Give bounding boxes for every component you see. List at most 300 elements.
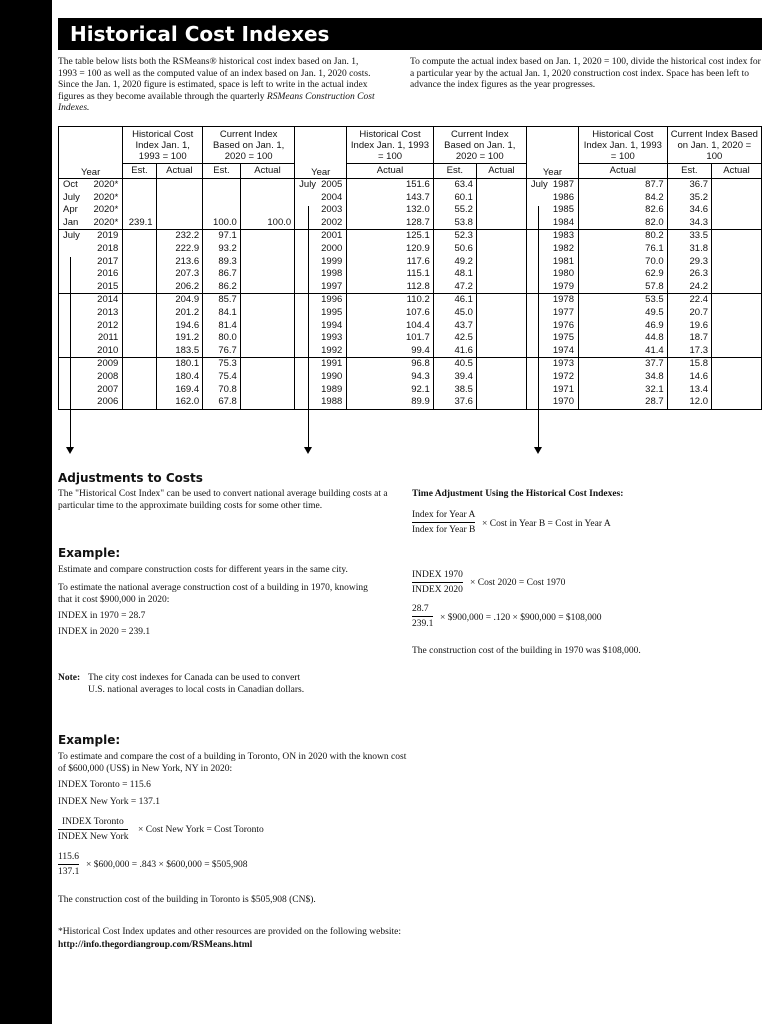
index-cell (156, 217, 203, 230)
formula-rest: × Cost 2020 = Cost 1970 (470, 578, 566, 588)
index-cell (123, 192, 156, 205)
year-cell (526, 371, 578, 384)
index-cell: 36.7 (667, 179, 711, 192)
year-label: 1979 (552, 280, 574, 292)
year-cell (295, 179, 347, 192)
year-arrow-head-3 (534, 447, 542, 454)
example1-line1: Estimate and compare construction costs for different years in the same city. (58, 565, 348, 575)
year-cell (59, 294, 123, 307)
left-margin-bar (0, 0, 52, 1024)
index-cell: 239.1 (123, 217, 156, 230)
year-label: 1972 (552, 370, 574, 382)
col-curr-3: Current Index Based on Jan. 1, 2020 = 100 (667, 127, 761, 164)
index-cell: 128.7 (347, 217, 433, 230)
sub-est: Est. (203, 164, 241, 179)
index-cell: 76.7 (203, 345, 241, 358)
year-cell (526, 307, 578, 320)
year-label: 2002 (321, 216, 343, 228)
index-cell (712, 192, 762, 205)
year-label: 2016 (97, 268, 119, 280)
year-cell (59, 217, 123, 230)
formula-denominator: 239.1 (412, 619, 434, 629)
year-cell (526, 192, 578, 205)
year-label: 2020* (93, 204, 119, 216)
year-label: 2020* (93, 191, 119, 203)
index-cell: 18.7 (667, 332, 711, 345)
index-cell (123, 256, 156, 269)
index-cell: 70.8 (203, 384, 241, 397)
year-cell (526, 332, 578, 345)
year-cell (59, 371, 123, 384)
note-text-1: The city cost indexes for Canada can be used to convert (88, 673, 301, 683)
col-year-2: Year (295, 127, 347, 179)
year-cell (526, 358, 578, 371)
footnote-text: *Historical Cost Index updates and other resources are provided on the following website: (58, 927, 401, 937)
index-cell (712, 358, 762, 371)
index-cell: 33.5 (667, 230, 711, 243)
formula-rest: × Cost in Year B = Cost in Year A (482, 519, 611, 529)
example1-heading: Example: (58, 546, 121, 560)
year-label: 1974 (552, 344, 574, 356)
year-cell (59, 192, 123, 205)
index-cell (712, 371, 762, 384)
index-cell: 37.7 (578, 358, 667, 371)
example2-line1: To estimate and compare the cost of a building in Toronto, ON in 2020 with the known cost of $600,000 (US$) in New York, NY in 2020: (58, 752, 407, 774)
index-cell (203, 179, 241, 192)
col-year-3: Year (526, 127, 578, 179)
year-label: 2019 (97, 230, 119, 242)
index-cell (240, 204, 294, 217)
year-arrow-line-1 (70, 257, 71, 447)
year-cell (295, 345, 347, 358)
table-row (59, 307, 762, 320)
index-cell: 32.1 (578, 384, 667, 397)
index-cell: 49.2 (433, 256, 476, 269)
year-cell (526, 384, 578, 397)
year-cell (526, 179, 578, 192)
year-cell (295, 268, 347, 281)
year-label: 1970 (552, 396, 574, 408)
index-cell (123, 332, 156, 345)
year-cell (526, 230, 578, 243)
index-cell: 28.7 (578, 396, 667, 409)
index-cell: 104.4 (347, 320, 433, 333)
year-label: 1981 (552, 255, 574, 267)
sub-actual: Actual (712, 164, 762, 179)
index-cell: 84.2 (578, 192, 667, 205)
index-cell: 99.4 (347, 345, 433, 358)
year-cell (295, 294, 347, 307)
year-cell (526, 204, 578, 217)
index-cell: 53.8 (433, 217, 476, 230)
year-arrow-head-1 (66, 447, 74, 454)
col-hist-3: Historical Cost Index Jan. 1, 1993 = 100 (578, 127, 667, 164)
index-cell (476, 294, 526, 307)
index-cell (240, 371, 294, 384)
year-cell (526, 320, 578, 333)
note-label (58, 673, 80, 685)
index-cell (240, 281, 294, 294)
index-cell: 37.6 (433, 396, 476, 409)
year-label: 2014 (97, 294, 119, 306)
index-cell: 82.6 (578, 204, 667, 217)
index-cell (240, 345, 294, 358)
year-label: 1989 (321, 383, 343, 395)
year-label: 2004 (321, 191, 343, 203)
year-label: 2012 (97, 319, 119, 331)
index-cell (712, 204, 762, 217)
year-label: 1977 (552, 306, 574, 318)
formula-index-ratio (412, 569, 463, 596)
table-row (59, 256, 762, 269)
year-label: 2006 (97, 396, 119, 408)
col-year-1: Year (59, 127, 123, 179)
index-cell: 80.2 (578, 230, 667, 243)
index-cell: 232.2 (156, 230, 203, 243)
example1-line2: To estimate the national average construction cost of a building in 1970, knowing that it cost $900,000 in 2020: (58, 583, 368, 605)
year-label: 1973 (552, 358, 574, 370)
year-cell (59, 230, 123, 243)
formula-denominator: INDEX 2020 (412, 585, 463, 595)
year-label: 1982 (552, 242, 574, 254)
example2-index-toronto: INDEX Toronto = 115.6 (58, 780, 151, 790)
year-label: 1999 (321, 255, 343, 267)
year-label: 2008 (97, 370, 119, 382)
col-hist-1: Historical Cost Index Jan. 1, 1993 = 100 (123, 127, 203, 164)
index-cell (476, 268, 526, 281)
index-cell: 42.5 (433, 332, 476, 345)
year-label: 1984 (552, 216, 574, 228)
index-cell (476, 358, 526, 371)
year-cell (59, 281, 123, 294)
col-curr-2: Current Index Based on Jan. 1, 2020 = 100 (433, 127, 526, 164)
index-cell: 107.6 (347, 307, 433, 320)
index-cell: 67.8 (203, 396, 241, 409)
index-cell: 26.3 (667, 268, 711, 281)
index-cell: 85.7 (203, 294, 241, 307)
index-cell: 41.6 (433, 345, 476, 358)
year-cell (59, 345, 123, 358)
table-row (59, 268, 762, 281)
year-label: 2010 (97, 344, 119, 356)
sub-actual: Actual (578, 164, 667, 179)
index-cell (240, 396, 294, 409)
year-cell (295, 243, 347, 256)
year-cell (295, 204, 347, 217)
index-cell (476, 192, 526, 205)
index-cell (240, 332, 294, 345)
index-cell: 19.6 (667, 320, 711, 333)
year-arrow-head-2 (304, 447, 312, 454)
index-cell (240, 268, 294, 281)
table-row (59, 384, 762, 397)
index-cell (156, 204, 203, 217)
index-cell: 151.6 (347, 179, 433, 192)
index-cell: 201.2 (156, 307, 203, 320)
index-cell: 62.9 (578, 268, 667, 281)
year-cell (59, 256, 123, 269)
index-cell (476, 332, 526, 345)
month-label: Apr (63, 204, 78, 216)
sub-actual: Actual (476, 164, 526, 179)
formula-city-ratio (58, 816, 128, 843)
table-row (59, 179, 762, 192)
year-label: 2001 (321, 230, 343, 242)
index-cell (712, 230, 762, 243)
year-label: 2003 (321, 204, 343, 216)
index-cell: 38.5 (433, 384, 476, 397)
index-cell: 87.7 (578, 179, 667, 192)
month-label: July (63, 230, 80, 242)
page-title: Historical Cost Indexes (58, 18, 762, 50)
year-cell (295, 256, 347, 269)
index-cell (712, 396, 762, 409)
time-adjustment-heading: Time Adjustment Using the Historical Cost Indexes: (412, 489, 624, 499)
table-row (59, 345, 762, 358)
index-cell (712, 294, 762, 307)
formula-denominator: 137.1 (58, 867, 80, 877)
fraction-bar (58, 864, 79, 865)
example2-result: The construction cost of the building in Toronto is $505,908 (CN$). (58, 895, 316, 905)
index-cell: 24.2 (667, 281, 711, 294)
index-cell: 100.0 (240, 217, 294, 230)
month-label: July (530, 179, 548, 190)
index-cell: 89.3 (203, 256, 241, 269)
year-label: 1975 (552, 332, 574, 344)
intro-left-publication: RSMeans Construction Cost Indexes. (58, 91, 375, 114)
index-cell: 125.1 (347, 230, 433, 243)
year-cell (295, 307, 347, 320)
year-label: 2020* (93, 216, 119, 228)
year-label: 2017 (97, 255, 119, 267)
col-hist-2: Historical Cost Index Jan. 1, 1993 = 100 (347, 127, 433, 164)
formula-numerator: 115.6 (58, 852, 80, 862)
intro-left-text: The table below lists both the RSMeans® historical cost index based on Jan. 1, 1993 = 100 as well as the computed value of an index based on Jan. 1, 2020 costs. Since the Jan. 1, 2020 figure is estimated, space is left to write in the actual index figures as they become available through the quarterly (58, 57, 371, 102)
year-label: 1978 (552, 294, 574, 306)
year-label: 2011 (97, 332, 119, 344)
table-row (59, 320, 762, 333)
index-cell: 84.1 (203, 307, 241, 320)
index-cell (712, 268, 762, 281)
table-body (59, 179, 762, 410)
index-cell: 162.0 (156, 396, 203, 409)
index-cell: 94.3 (347, 371, 433, 384)
index-cell: 117.6 (347, 256, 433, 269)
index-cell (712, 179, 762, 192)
index-cell: 44.8 (578, 332, 667, 345)
adjustments-heading: Adjustments to Costs (58, 471, 203, 485)
index-cell: 35.2 (667, 192, 711, 205)
month-label: July (63, 191, 80, 203)
example1-index-2020: INDEX in 2020 = 239.1 (58, 627, 151, 637)
formula-numerator: 28.7 (412, 604, 429, 614)
index-cell: 96.8 (347, 358, 433, 371)
year-label: 2005 (321, 179, 343, 190)
index-cell: 110.2 (347, 294, 433, 307)
index-cell (712, 384, 762, 397)
index-cell (476, 281, 526, 294)
index-cell: 70.0 (578, 256, 667, 269)
index-cell (712, 256, 762, 269)
index-cell (476, 204, 526, 217)
year-label: 1994 (321, 319, 343, 331)
year-cell (295, 371, 347, 384)
index-cell: 207.3 (156, 268, 203, 281)
index-cell: 22.4 (667, 294, 711, 307)
index-cell: 45.0 (433, 307, 476, 320)
year-cell (295, 332, 347, 345)
index-cell (123, 281, 156, 294)
year-label: 2013 (97, 306, 119, 318)
year-label: 1980 (552, 268, 574, 280)
year-label: 1991 (321, 358, 343, 370)
sub-est: Est. (433, 164, 476, 179)
footnote-link[interactable]: http://info.thegordiangroup.com/RSMeans.html (58, 940, 253, 950)
example1-result: The construction cost of the building in 1970 was $108,000. (412, 646, 641, 656)
intro-right-paragraph: To compute the actual index based on Jan. 1, 2020 = 100, divide the historical cost index for a particular year by the actual Jan. 1, 2020 construction cost index. Space has been left to advance the index figures as the year progresses. (410, 57, 761, 91)
year-cell (295, 358, 347, 371)
fraction-bar (58, 829, 128, 830)
index-cell (712, 332, 762, 345)
index-cell: 132.0 (347, 204, 433, 217)
index-cell: 75.3 (203, 358, 241, 371)
index-cell: 14.6 (667, 371, 711, 384)
year-label: 1985 (552, 204, 574, 216)
year-label: 1971 (552, 383, 574, 395)
year-cell (59, 179, 123, 192)
index-cell (240, 256, 294, 269)
index-cell: 180.4 (156, 371, 203, 384)
table-row (59, 332, 762, 345)
index-cell: 222.9 (156, 243, 203, 256)
year-label: 2000 (321, 242, 343, 254)
index-cell (203, 192, 241, 205)
index-cell (476, 179, 526, 192)
index-cell (476, 371, 526, 384)
year-cell (526, 281, 578, 294)
index-cell (240, 230, 294, 243)
intro-left-paragraph (58, 57, 378, 115)
index-cell (123, 294, 156, 307)
year-cell (59, 396, 123, 409)
index-cell: 50.6 (433, 243, 476, 256)
index-cell (712, 281, 762, 294)
year-label: 1995 (321, 306, 343, 318)
index-cell (123, 358, 156, 371)
index-cell: 89.9 (347, 396, 433, 409)
formula-numeric-ratio (412, 603, 433, 630)
index-cell (123, 243, 156, 256)
index-cell: 206.2 (156, 281, 203, 294)
example2-index-newyork: INDEX New York = 137.1 (58, 797, 160, 807)
year-label: 1997 (321, 280, 343, 292)
index-cell: 97.1 (203, 230, 241, 243)
index-cell: 20.7 (667, 307, 711, 320)
formula-rest: × $600,000 = .843 × $600,000 = $505,908 (86, 860, 248, 870)
index-cell (240, 243, 294, 256)
note-text-2: U.S. national averages to local costs in Canadian dollars. (88, 685, 305, 695)
year-cell (59, 268, 123, 281)
formula-denominator: INDEX New York (58, 832, 129, 842)
fraction-bar (412, 616, 433, 617)
table-row (59, 371, 762, 384)
table-row (59, 281, 762, 294)
index-cell: 46.1 (433, 294, 476, 307)
formula-time-adjustment (412, 509, 475, 536)
index-cell (240, 320, 294, 333)
index-cell: 93.2 (203, 243, 241, 256)
adjustments-text: The "Historical Cost Index" can be used to convert national average building costs at a particular time to the approximate building costs for some other time. (58, 489, 388, 511)
index-cell (123, 371, 156, 384)
year-cell (59, 358, 123, 371)
index-cell: 75.4 (203, 371, 241, 384)
index-cell (240, 294, 294, 307)
index-cell (476, 217, 526, 230)
index-cell: 12.0 (667, 396, 711, 409)
cost-index-table-wrap (58, 126, 762, 410)
index-cell: 101.7 (347, 332, 433, 345)
year-cell (526, 268, 578, 281)
year-cell (295, 384, 347, 397)
year-cell (526, 345, 578, 358)
example1-index-1970: INDEX in 1970 = 28.7 (58, 611, 146, 621)
year-label: 1998 (321, 268, 343, 280)
index-cell (123, 268, 156, 281)
index-cell: 13.4 (667, 384, 711, 397)
col-curr-1: Current Index Based on Jan. 1, 2020 = 100 (203, 127, 295, 164)
index-cell: 86.7 (203, 268, 241, 281)
index-cell: 60.1 (433, 192, 476, 205)
index-cell: 46.9 (578, 320, 667, 333)
year-cell (295, 281, 347, 294)
month-label: July (299, 179, 317, 190)
index-cell (123, 204, 156, 217)
year-cell (526, 396, 578, 409)
month-label: Jan (63, 216, 79, 228)
year-label: 2015 (97, 280, 119, 292)
index-cell (476, 307, 526, 320)
index-cell (712, 307, 762, 320)
year-cell (526, 217, 578, 230)
year-label: 1986 (552, 191, 574, 203)
index-cell (712, 217, 762, 230)
sub-actual: Actual (156, 164, 203, 179)
index-cell: 47.2 (433, 281, 476, 294)
index-cell: 120.9 (347, 243, 433, 256)
year-label: 1987 (552, 179, 574, 190)
formula-numeric-city-ratio (58, 851, 79, 878)
note-label-text: Note: (58, 673, 81, 683)
year-label: 1990 (321, 370, 343, 382)
year-cell (59, 332, 123, 345)
sub-actual: Actual (240, 164, 294, 179)
index-cell: 213.6 (156, 256, 203, 269)
year-label: 1983 (552, 230, 574, 242)
index-cell: 43.7 (433, 320, 476, 333)
index-cell: 52.3 (433, 230, 476, 243)
index-cell (156, 179, 203, 192)
sub-est: Est. (667, 164, 711, 179)
year-label: 1976 (552, 319, 574, 331)
index-cell: 80.0 (203, 332, 241, 345)
table-row (59, 243, 762, 256)
fraction-bar (412, 582, 463, 583)
formula-denominator: Index for Year B (412, 525, 476, 535)
index-cell: 112.8 (347, 281, 433, 294)
index-cell (240, 179, 294, 192)
formula-numerator: INDEX 1970 (412, 570, 463, 580)
index-cell (476, 320, 526, 333)
